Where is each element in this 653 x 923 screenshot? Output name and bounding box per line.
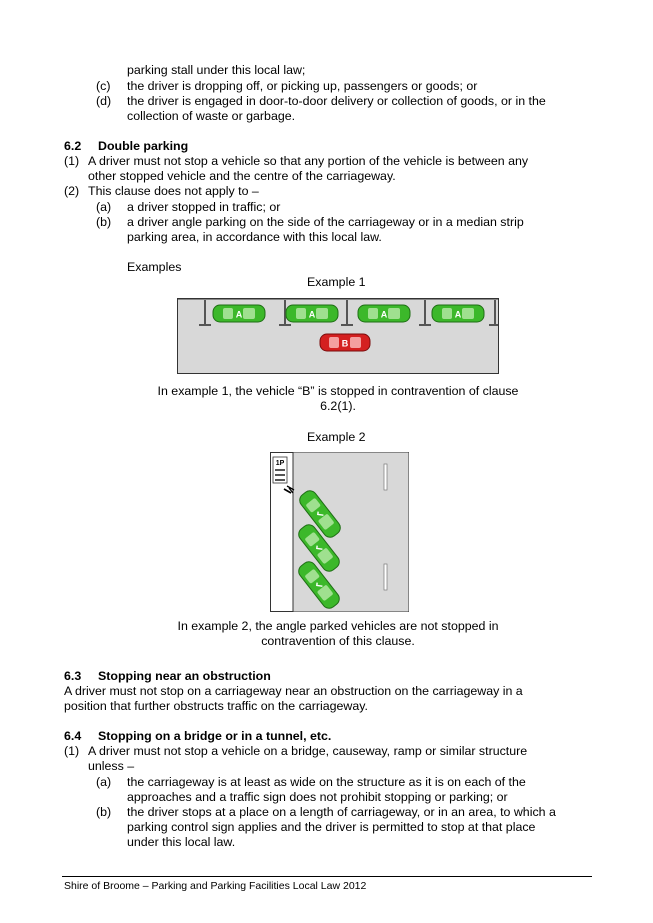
s62-p1-line1: A driver must not stop a vehicle so that any portion of the vehicle is between any (88, 154, 529, 168)
example2-title: Example 2 (307, 430, 366, 444)
example1-title: Example 1 (307, 275, 366, 289)
s62-p2-line1: This clause does not apply to – (88, 184, 259, 198)
list-item-c: the driver is dropping off, or picking up, passengers or goods; or (127, 79, 478, 93)
s62-a-label: (a) (96, 200, 112, 214)
car-a-1 (213, 305, 265, 322)
parking-sign-icon (273, 457, 287, 483)
s62-p1-label: (1) (64, 154, 80, 168)
svg-text:1P: 1P (275, 460, 285, 467)
list-item-d-line2: collection of waste or garbage. (127, 109, 296, 123)
examples-label: Examples (127, 260, 182, 274)
s62-b-line2: parking area, in accordance with this local law. (127, 230, 382, 244)
list-b-tail: parking stall under this local law; (127, 63, 306, 77)
s64-b-line2: parking control sign applies and the driver is permitted to stop at that place (127, 820, 536, 834)
heading-6-2-title: Double parking (98, 139, 189, 153)
s63-line2: position that further obstructs traffic on the carriageway. (64, 699, 368, 713)
s62-a-text: a driver stopped in traffic; or (127, 200, 281, 214)
svg-text:B: B (341, 338, 349, 349)
heading-6-3-number: 6.3 (64, 669, 82, 683)
svg-text:A: A (308, 309, 316, 320)
svg-text:A: A (380, 309, 388, 320)
list-item-d-line1: the driver is engaged in door-to-door delivery or collection of goods, or in the (127, 94, 546, 108)
example1-caption-line1: In example 1, the vehicle “B” is stopped in contravention of clause (157, 384, 519, 398)
s64-p1-line1: A driver must not stop a vehicle on a bridge, causeway, ramp or similar structure (88, 744, 528, 758)
list-label-d: (d) (96, 94, 112, 108)
s64-p1-label: (1) (64, 744, 80, 758)
example2-caption-line2: contravention of this clause. (261, 634, 415, 648)
heading-6-4-title: Stopping on a bridge or in a tunnel, etc. (98, 729, 332, 743)
car-a-3 (358, 305, 410, 322)
s64-b-line3: under this local law. (127, 835, 236, 849)
page-footer: Shire of Broome – Parking and Parking Facilities Local Law 2012 (64, 880, 367, 892)
heading-6-3-title: Stopping near an obstruction (98, 669, 271, 683)
s62-b-line1: a driver angle parking on the side of the carriageway or in a median strip (127, 215, 524, 229)
s64-b-line1: the driver stops at a place on a length of carriageway, or in an area, to which a (127, 805, 556, 819)
svg-text:A: A (235, 309, 243, 320)
footer-rule (62, 876, 592, 877)
example2-diagram (270, 452, 409, 612)
heading-6-4-number: 6.4 (64, 729, 82, 743)
s62-b-label: (b) (96, 215, 112, 229)
example2-caption-line1: In example 2, the angle parked vehicles are not stopped in (177, 619, 499, 633)
example1-caption-line2: 6.2(1). (320, 399, 356, 413)
svg-text:A: A (454, 309, 462, 320)
s64-b-label: (b) (96, 805, 112, 819)
heading-6-2-number: 6.2 (64, 139, 82, 153)
s63-line1: A driver must not stop on a carriageway near an obstruction on the carriageway in a (64, 684, 523, 698)
car-a-4 (432, 305, 484, 322)
car-b (320, 334, 370, 351)
list-label-c: (c) (96, 79, 111, 93)
car-a-2 (286, 305, 338, 322)
s62-p1-line2: other stopped vehicle and the centre of the carriageway. (88, 169, 396, 183)
s64-p1-line2: unless – (88, 759, 135, 773)
s64-a-line2: approaches and a traffic sign does not prohibit stopping or parking; or (127, 790, 508, 804)
s62-p2-label: (2) (64, 184, 80, 198)
s64-a-line1: the carriageway is at least as wide on the structure as it is on each of the (127, 775, 526, 789)
s64-a-label: (a) (96, 775, 112, 789)
example1-diagram (177, 298, 499, 374)
